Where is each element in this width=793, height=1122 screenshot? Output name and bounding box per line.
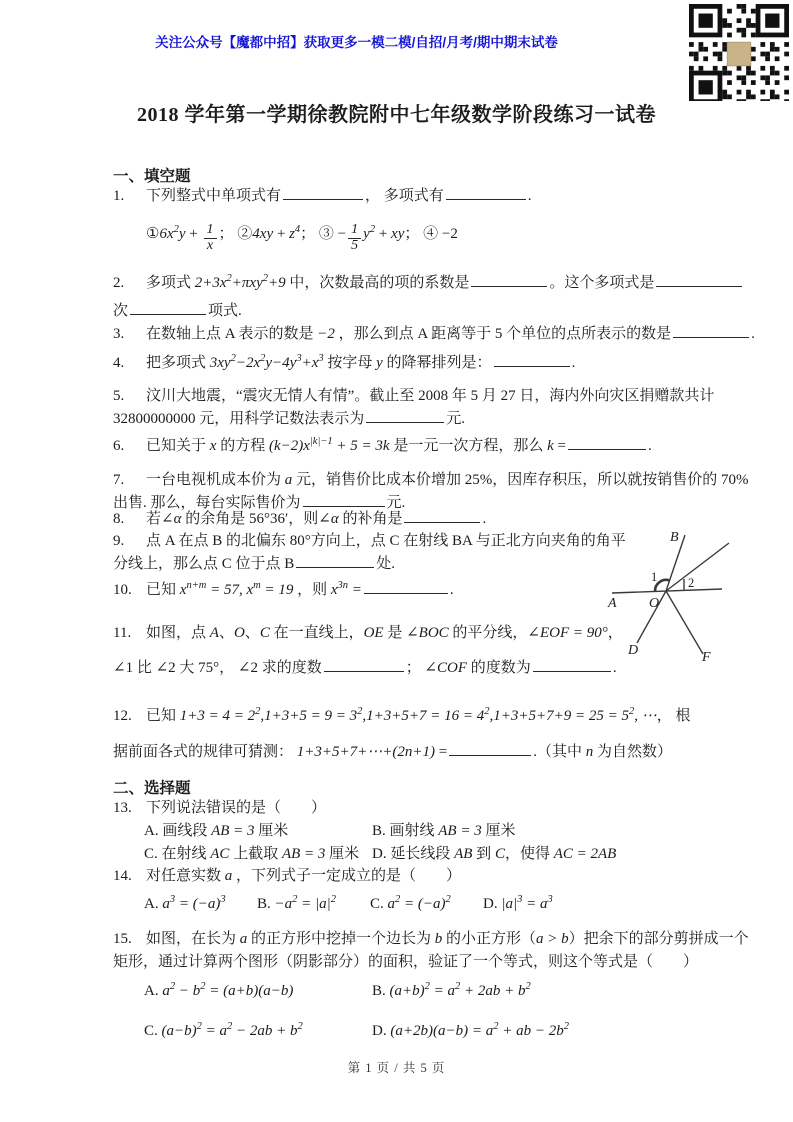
math-superscript: 2 bbox=[227, 1021, 233, 1032]
question-line bbox=[113, 272, 761, 295]
geometry-figure bbox=[598, 527, 793, 677]
text: 到 bbox=[472, 846, 495, 862]
math-expression: (a−b) bbox=[161, 1023, 197, 1039]
option-cell bbox=[372, 1020, 569, 1043]
answer-blank bbox=[673, 323, 749, 338]
math-expression: − 2ab + b bbox=[232, 1023, 298, 1039]
question-number: 13. bbox=[113, 800, 132, 816]
math-expression: 1+3+5+7+⋯+(2n+1) bbox=[296, 744, 435, 760]
math-superscript: 2 bbox=[395, 894, 401, 905]
text: 元. bbox=[446, 411, 466, 427]
answer-blank bbox=[494, 352, 570, 367]
question-line bbox=[113, 300, 761, 323]
math-expression: ,1+3+5+7+9 = 25 = 5 bbox=[489, 708, 629, 724]
text: 据前面各式的规律可猜测： bbox=[113, 744, 297, 760]
math-expression: x bbox=[179, 582, 187, 598]
math-expression: COF bbox=[437, 660, 468, 676]
answer-blank bbox=[404, 508, 480, 523]
math-expression: BOC bbox=[418, 625, 449, 641]
option-cell bbox=[144, 820, 372, 843]
text: B. 画射线 bbox=[372, 823, 439, 839]
math-expression: 4xy bbox=[252, 226, 274, 242]
text: ， 根 bbox=[656, 708, 691, 724]
math-expression: C bbox=[259, 625, 270, 641]
question-number: 4. bbox=[113, 355, 125, 371]
math-superscript: 2 bbox=[445, 894, 451, 905]
question-number: 2. bbox=[113, 275, 125, 291]
text: 。这个多项式是 bbox=[549, 275, 655, 291]
text: 对任意实数 bbox=[146, 868, 225, 884]
math-expression: n bbox=[585, 744, 594, 760]
question-number: 15. bbox=[113, 931, 132, 947]
math-expression: y bbox=[376, 355, 383, 371]
text: 上截取 bbox=[229, 846, 282, 862]
math-superscript: 3 bbox=[169, 894, 176, 905]
math-superscript: 2 bbox=[297, 1021, 303, 1032]
math-expression: + 5 = 3k bbox=[332, 438, 390, 454]
text: 的补角是 bbox=[338, 511, 403, 527]
text: 为自然数） bbox=[593, 744, 672, 760]
math-expression: (a+b) bbox=[389, 983, 425, 999]
math-expression: , ⋯ bbox=[634, 708, 657, 724]
math-expression: x bbox=[209, 438, 217, 454]
text: .（其中 bbox=[533, 744, 586, 760]
math-expression: + ab − 2b bbox=[498, 1023, 564, 1039]
ray-OE bbox=[666, 543, 729, 591]
math-expression: (a+2b)(a−b) = a bbox=[390, 1023, 494, 1039]
math-superscript: 2 bbox=[255, 706, 261, 717]
text: C. bbox=[144, 1023, 162, 1039]
text: 厘米 bbox=[481, 823, 516, 839]
question-line bbox=[113, 435, 761, 458]
math-superscript: 2 bbox=[292, 894, 298, 905]
math-expression: xy bbox=[391, 226, 405, 242]
text: 的小正方形（ bbox=[442, 931, 537, 947]
text: D. 延长线段 bbox=[372, 846, 455, 862]
math-expression: k bbox=[547, 438, 554, 454]
question-line bbox=[113, 797, 761, 820]
question-line bbox=[113, 469, 761, 492]
label-D: D bbox=[628, 643, 639, 658]
text: ， bbox=[607, 625, 623, 641]
math-expression: = (a+b)(a−b) bbox=[205, 983, 294, 999]
math-superscript: 3 bbox=[517, 894, 523, 905]
section-heading: 一、填空题 bbox=[113, 168, 191, 185]
text: 厘米 bbox=[325, 846, 360, 862]
math-expression: = 3 bbox=[300, 846, 326, 862]
question-line bbox=[113, 408, 761, 431]
math-superscript: 2 bbox=[629, 706, 635, 717]
wechat-notice-text: 关注公众号【魔都中招】获取更多一模二模/自招/月考/期中期末试卷 bbox=[155, 35, 558, 50]
text: + bbox=[273, 226, 290, 242]
label-O: O bbox=[649, 596, 660, 611]
page-title: 2018 学年第一学期徐教院附中七年级数学阶段练习一试卷 bbox=[137, 104, 656, 126]
label-A: A bbox=[608, 596, 617, 611]
text: 多项式 bbox=[146, 275, 195, 291]
option-cell bbox=[144, 843, 372, 866]
option-cell bbox=[257, 893, 370, 916]
question-line bbox=[113, 323, 761, 346]
math-expression: −2x bbox=[235, 355, 261, 371]
text: 中，次数最高的项的系数是 bbox=[285, 275, 470, 291]
math-expression: a > b bbox=[536, 931, 569, 947]
option-cell bbox=[144, 893, 257, 916]
question-line bbox=[113, 820, 761, 843]
text: 出售. 那么，每台实际售价为 bbox=[113, 495, 301, 511]
question-number: 10. bbox=[113, 582, 132, 598]
text: ； ∠ bbox=[405, 660, 438, 676]
option-cell bbox=[144, 1020, 372, 1043]
math-expression: −a bbox=[274, 896, 293, 912]
math-expression: EOF bbox=[540, 625, 570, 641]
question-line bbox=[113, 843, 761, 866]
text: ，下列式子一定成立的是（ ） bbox=[232, 868, 462, 884]
math-superscript: 3 bbox=[547, 894, 553, 905]
text: ，使得 bbox=[504, 846, 554, 862]
text: ∠1 比 ∠2 大 75°， ∠2 求的度数 bbox=[113, 660, 322, 676]
math-expression: AB bbox=[281, 846, 301, 862]
math-expression: = |a| bbox=[297, 896, 331, 912]
answer-blank bbox=[656, 272, 742, 287]
math-superscript: 3 bbox=[318, 353, 324, 364]
question-line bbox=[113, 214, 761, 254]
answer-blank bbox=[364, 579, 448, 594]
text: 点 A 在点 B 的北偏东 80°方向上，点 C 在射线 BA 与正北方向夹角的角平 bbox=[146, 533, 626, 549]
text: 、 bbox=[218, 625, 234, 641]
math-expression: x bbox=[330, 582, 338, 598]
question-line bbox=[113, 705, 761, 728]
math-expression: a bbox=[239, 931, 248, 947]
qr-code bbox=[689, 4, 789, 101]
question-line bbox=[113, 893, 761, 916]
math-expression: AB bbox=[454, 846, 473, 862]
text: ； ② bbox=[218, 226, 253, 242]
question-number: 3. bbox=[113, 326, 125, 342]
text: 的余角是 56°36′，则∠ bbox=[181, 511, 331, 527]
math-superscript: 2 bbox=[226, 273, 232, 284]
question-number: 11. bbox=[113, 625, 132, 641]
text: 下列整式中单项式有 bbox=[146, 188, 282, 204]
math-expression: = 57, x bbox=[206, 582, 254, 598]
math-expression: = 19 bbox=[260, 582, 294, 598]
text: 次 bbox=[113, 303, 129, 319]
answer-blank bbox=[446, 185, 526, 200]
text: D. bbox=[372, 1023, 391, 1039]
math-expression: OE bbox=[363, 625, 384, 641]
question-line bbox=[113, 1020, 761, 1043]
math-fraction: $\frac{1}{5}$ bbox=[348, 223, 361, 253]
math-expression: AB bbox=[211, 823, 230, 839]
math-expression: AC bbox=[210, 846, 230, 862]
math-expression: = (−a) bbox=[400, 896, 446, 912]
math-expression: a bbox=[162, 896, 170, 912]
answer-blank bbox=[130, 300, 206, 315]
text: A. bbox=[144, 983, 163, 999]
question-line bbox=[113, 980, 761, 1003]
math-expression: A bbox=[209, 625, 219, 641]
text: . bbox=[527, 188, 532, 204]
math-expression: (k−2)x bbox=[268, 438, 310, 454]
text: 按字母 bbox=[323, 355, 377, 371]
math-expression: |a| bbox=[501, 896, 518, 912]
math-superscript: 2 bbox=[260, 353, 266, 364]
math-expression: ,1+3+5 = 9 = 3 bbox=[260, 708, 358, 724]
text: ，则 bbox=[293, 582, 331, 598]
text: = bbox=[435, 744, 448, 760]
text: 若∠ bbox=[146, 511, 174, 527]
question-number: 12. bbox=[113, 708, 132, 724]
question-q13 bbox=[113, 797, 761, 866]
text: 的正方形中挖掉一个边长为 bbox=[247, 931, 435, 947]
text: 元. bbox=[386, 495, 406, 511]
text: 下列说法错误的是（ ） bbox=[146, 800, 327, 816]
math-superscript: m bbox=[253, 580, 261, 591]
question-line bbox=[113, 951, 761, 974]
text: ① bbox=[146, 226, 160, 242]
question-number: 8. bbox=[113, 511, 125, 527]
text: A. 画线段 bbox=[144, 823, 212, 839]
text: 汶川大地震，“震灾无情人有情”。截止至 2008 年 5 月 27 日，海内外向灾区捐赠款共计 bbox=[146, 388, 715, 404]
math-superscript: n+m bbox=[186, 580, 207, 591]
question-q2 bbox=[113, 272, 761, 323]
question-line bbox=[113, 352, 761, 375]
answer-blank bbox=[471, 272, 547, 287]
text: 、 bbox=[244, 625, 260, 641]
math-expression: +9 bbox=[268, 275, 286, 291]
answer-blank bbox=[303, 492, 385, 507]
text: . bbox=[751, 326, 755, 342]
question-number: 1. bbox=[113, 188, 125, 204]
math-expression: O bbox=[233, 625, 245, 641]
math-expression: a bbox=[284, 472, 293, 488]
text: ， 多项式有 bbox=[365, 188, 444, 204]
math-superscript: 3 bbox=[220, 894, 226, 905]
question-number: 9. bbox=[113, 533, 125, 549]
math-expression: = (−a) bbox=[175, 896, 221, 912]
math-expression: 2+3x bbox=[194, 275, 227, 291]
math-superscript: 2 bbox=[169, 981, 176, 992]
page-number: 第 1 页 / 共 5 页 bbox=[347, 1061, 446, 1075]
label-angle2: 2 bbox=[688, 576, 695, 590]
math-expression: − b bbox=[175, 983, 201, 999]
text: 分线上，那么点 C 位于点 B bbox=[113, 556, 295, 572]
math-expression: −4y bbox=[272, 355, 297, 371]
math-expression: b bbox=[434, 931, 443, 947]
question-q5 bbox=[113, 385, 761, 431]
question-number: 5. bbox=[113, 388, 125, 404]
math-superscript: 3 bbox=[296, 353, 302, 364]
math-superscript: 2 bbox=[357, 706, 363, 717]
text: 一台电视机成本价为 bbox=[146, 472, 285, 488]
answer-blank bbox=[324, 657, 404, 672]
answer-blank bbox=[296, 553, 374, 568]
text: 已知 bbox=[146, 708, 180, 724]
option-cell bbox=[483, 893, 553, 916]
math-expression: z bbox=[289, 226, 295, 242]
math-expression: = 2AB bbox=[572, 846, 617, 862]
math-superscript: 2 bbox=[424, 981, 430, 992]
text: 的度数为 bbox=[467, 660, 531, 676]
text: . bbox=[449, 582, 454, 598]
question-q14 bbox=[113, 865, 761, 916]
text: 的降幂排列是： bbox=[382, 355, 492, 371]
text: . bbox=[571, 355, 576, 371]
text: + bbox=[375, 226, 392, 242]
math-expression: = a bbox=[522, 896, 548, 912]
option-cell bbox=[372, 843, 616, 866]
math-expression: a bbox=[162, 983, 170, 999]
math-superscript: 2 bbox=[200, 981, 206, 992]
math-superscript: 2 bbox=[484, 706, 490, 717]
qr-modules bbox=[689, 4, 789, 101]
text: 的方程 bbox=[216, 438, 269, 454]
math-expression: = 3 bbox=[456, 823, 482, 839]
option-cell bbox=[372, 820, 515, 843]
question-line bbox=[113, 185, 761, 208]
math-superscript: 2 bbox=[330, 894, 337, 905]
text: A. bbox=[144, 896, 163, 912]
label-angle1: 1 bbox=[651, 570, 658, 584]
text: . bbox=[612, 660, 617, 676]
text: 已知关于 bbox=[146, 438, 210, 454]
question-line bbox=[113, 385, 761, 408]
text: 在一直线上， bbox=[269, 625, 364, 641]
math-superscript: |k|−1 bbox=[309, 436, 333, 447]
text: 如图，点 bbox=[146, 625, 210, 641]
math-expression: α bbox=[173, 511, 182, 527]
text: C. 在射线 bbox=[144, 846, 211, 862]
math-superscript: 2 bbox=[262, 273, 268, 284]
math-expression: α bbox=[330, 511, 339, 527]
math-expression: C bbox=[494, 846, 505, 862]
math-expression: 6x bbox=[159, 226, 174, 242]
question-number: 6. bbox=[113, 438, 125, 454]
text: 元，销售价比成本价增加 25%，因库存积压，所以就按销售价的 70% bbox=[292, 472, 749, 488]
text: B. bbox=[372, 983, 390, 999]
text: 把多项式 bbox=[146, 355, 210, 371]
math-expression: a bbox=[224, 868, 233, 884]
math-expression: = 90° bbox=[569, 625, 608, 641]
answer-blank bbox=[568, 435, 646, 450]
math-superscript: 2 bbox=[493, 1021, 499, 1032]
math-expression: = a bbox=[429, 983, 456, 999]
text: . bbox=[482, 511, 487, 527]
math-expression: + 2ab + b bbox=[460, 983, 526, 999]
math-expression: = a bbox=[201, 1023, 228, 1039]
answer-blank bbox=[449, 741, 531, 756]
math-expression: AC bbox=[553, 846, 573, 862]
question-number: 14. bbox=[113, 868, 132, 884]
math-superscript: 2 bbox=[455, 981, 461, 992]
question-q6 bbox=[113, 435, 761, 458]
label-B: B bbox=[670, 530, 679, 545]
math-superscript: 2 bbox=[230, 353, 236, 364]
text: 已知 bbox=[146, 582, 180, 598]
math-superscript: 2 bbox=[173, 224, 179, 235]
text: B. bbox=[257, 896, 275, 912]
math-expression: a bbox=[387, 896, 396, 912]
option-cell bbox=[370, 893, 483, 916]
math-expression: = 3 bbox=[229, 823, 255, 839]
math-expression: y bbox=[363, 226, 370, 242]
question-line bbox=[113, 741, 761, 764]
question-q12 bbox=[113, 705, 761, 764]
text: 如图，在长为 bbox=[146, 931, 240, 947]
math-expression: +x bbox=[301, 355, 319, 371]
math-fraction: $\frac{1}{x}$ bbox=[204, 223, 217, 253]
text: + bbox=[185, 226, 202, 242]
math-superscript: 2 bbox=[369, 224, 376, 235]
option-cell bbox=[144, 980, 372, 1003]
math-superscript: 2 bbox=[525, 981, 531, 992]
math-superscript: 2 bbox=[563, 1021, 569, 1032]
math-expression: = bbox=[348, 582, 362, 598]
text: = bbox=[553, 438, 566, 454]
text: 项式. bbox=[208, 303, 242, 319]
math-expression: 1+3 = 4 = 2 bbox=[179, 708, 256, 724]
text: 是一元一次方程，那么 bbox=[389, 438, 548, 454]
math-expression: y bbox=[178, 226, 186, 242]
text: 处. bbox=[376, 556, 396, 572]
math-superscript: 2 bbox=[196, 1021, 202, 1032]
text: 32800000000 元，用科学记数法表示为 bbox=[113, 411, 365, 427]
math-expression: +πxy bbox=[231, 275, 263, 291]
answer-blank bbox=[283, 185, 363, 200]
question-number: 7. bbox=[113, 472, 125, 488]
text: 是 ∠ bbox=[383, 625, 419, 641]
text: 的平分线，∠ bbox=[448, 625, 540, 641]
text: 厘米 bbox=[254, 823, 289, 839]
text: . bbox=[647, 438, 652, 454]
text: C. bbox=[370, 896, 388, 912]
math-superscript: 3n bbox=[337, 580, 349, 591]
math-expression: ,1+3+5+7 = 16 = 4 bbox=[362, 708, 485, 724]
text: ，那么到点 A 距离等于 5 个单位的点所表示的数是 bbox=[334, 326, 672, 342]
question-q1 bbox=[113, 185, 761, 254]
text: ）把余下的部分剪拼成一个 bbox=[568, 931, 749, 947]
answer-blank bbox=[366, 408, 444, 423]
question-line bbox=[113, 865, 761, 888]
text: D. bbox=[483, 896, 502, 912]
question-line bbox=[113, 928, 761, 951]
text: ； ④ −2 bbox=[404, 226, 458, 242]
math-expression: y bbox=[265, 355, 273, 371]
text: 矩形，通过计算两个图形（阴影部分）的面积，验证了一个等式，则这个等式是（ ） bbox=[113, 954, 699, 970]
math-expression: AB bbox=[438, 823, 457, 839]
math-expression: 3xy bbox=[209, 355, 231, 371]
label-F: F bbox=[702, 650, 711, 665]
text: ； ③ − bbox=[300, 226, 347, 242]
option-cell bbox=[372, 980, 531, 1003]
math-superscript: 4 bbox=[294, 224, 301, 235]
section-heading: 二、选择题 bbox=[113, 780, 191, 797]
question-q15 bbox=[113, 928, 761, 1043]
question-q4 bbox=[113, 352, 761, 375]
math-expression: −2 bbox=[317, 326, 335, 342]
text: 在数轴上点 A 表示的数是 bbox=[146, 326, 318, 342]
question-q3 bbox=[113, 323, 761, 346]
ray-OF bbox=[666, 591, 703, 654]
